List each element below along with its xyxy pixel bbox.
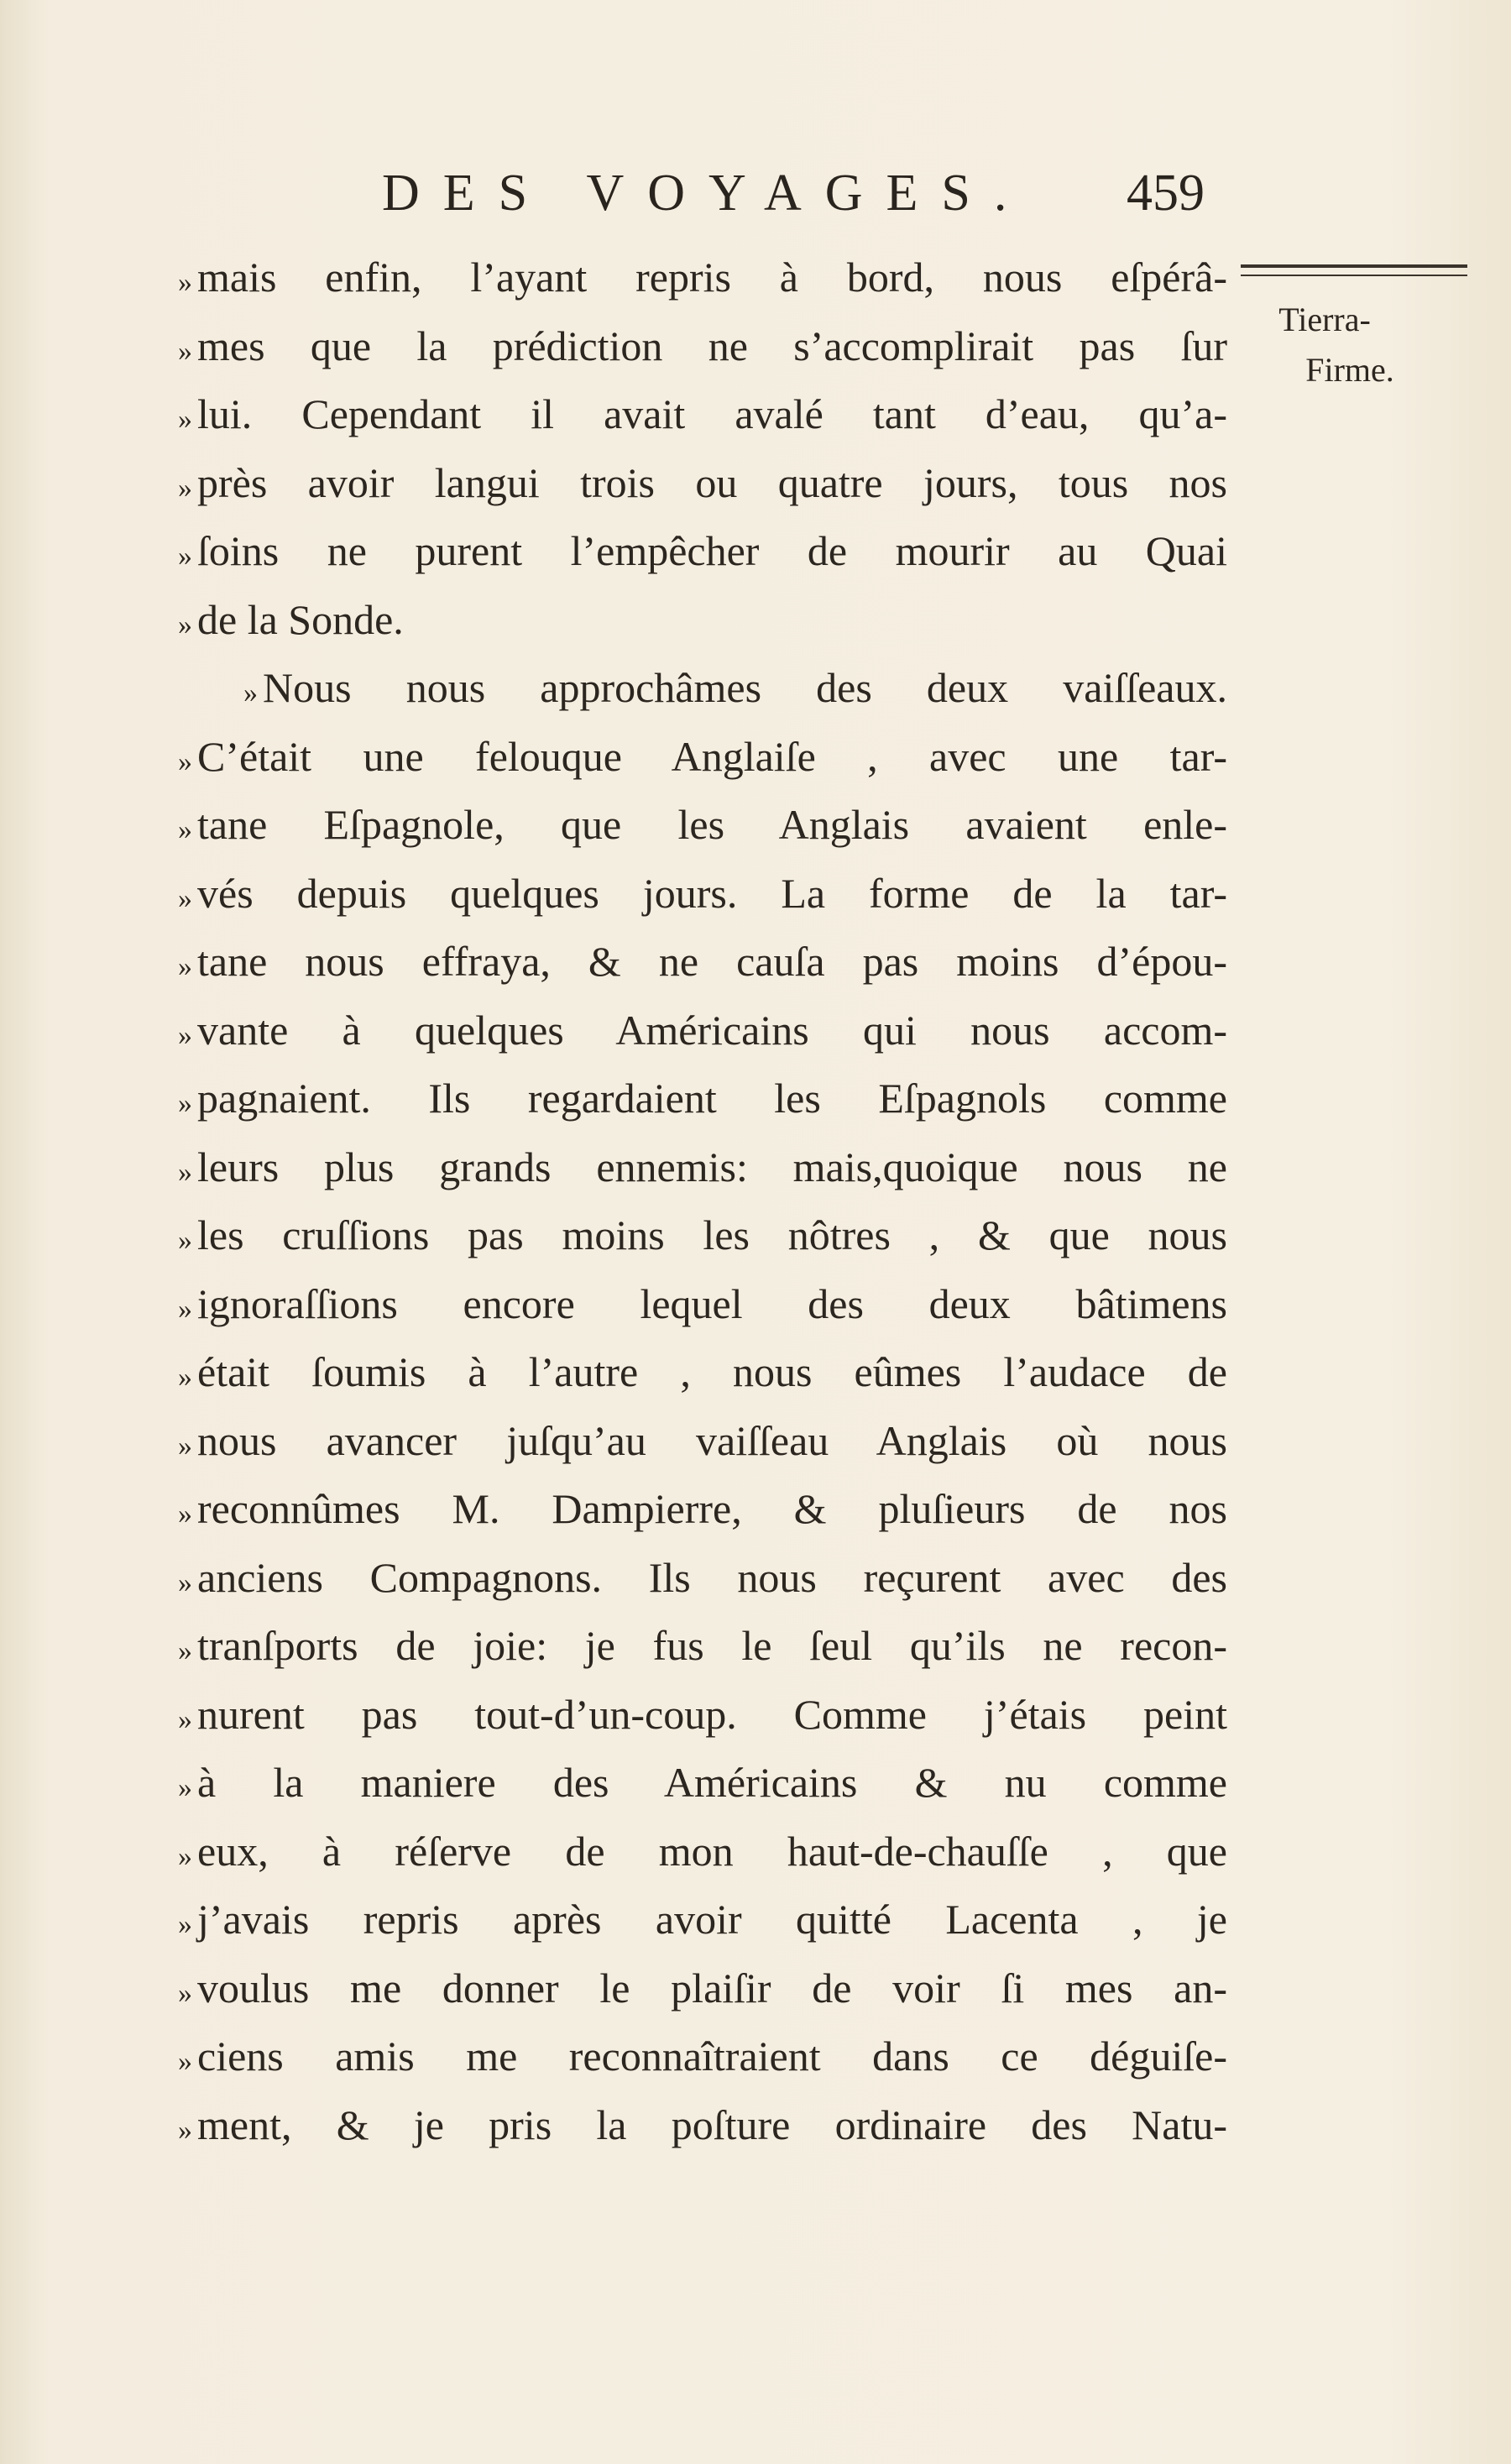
- text-line: [178, 1818, 1227, 1886]
- body-text: [178, 243, 1227, 2159]
- line-text: eux, à réſerve de mon haut-de-chauſſe , que: [197, 1827, 1227, 1875]
- line-text: près avoir langui trois ou quatre jours, tous nos: [197, 458, 1227, 506]
- margin-note: [1241, 264, 1484, 395]
- quote-mark: »: [178, 609, 192, 641]
- line-text: de la Sonde.: [197, 595, 404, 643]
- line-text: était ſoumis à l’autre , nous eûmes l’audace de: [197, 1348, 1227, 1395]
- line-text: C’était une felouque Anglaiſe , avec une tar-: [197, 732, 1227, 780]
- text-line: [178, 1886, 1227, 1954]
- quote-mark: »: [178, 267, 192, 298]
- text-line: [178, 312, 1227, 381]
- text-line: [178, 2091, 1227, 2160]
- quote-mark: »: [178, 1840, 192, 1872]
- text-line: [178, 449, 1227, 518]
- line-text: nous avancer juſqu’au vaiſſeau Anglais où nous: [197, 1416, 1227, 1464]
- quote-mark: »: [178, 951, 192, 982]
- line-text: ciens amis me reconnaîtraient dans ce déguiſe-: [197, 2032, 1227, 2079]
- line-text: j’avais repris après avoir quitté Lacenta , je: [197, 1896, 1227, 1943]
- quote-mark: »: [178, 1088, 192, 1119]
- line-text: ment, & je pris la poſture ordinaire des Natu-: [197, 2100, 1227, 2148]
- text-line: [178, 517, 1227, 586]
- line-text: ignoraſſions encore lequel des deux bâtimens: [197, 1279, 1227, 1327]
- line-text: tranſports de joie: je fus le ſeul qu’ils ne recon-: [197, 1622, 1227, 1669]
- quote-mark: »: [178, 1156, 192, 1188]
- line-text: reconnûmes M. Dampierre, & pluſieurs de nos: [197, 1485, 1227, 1532]
- text-line: [178, 860, 1227, 929]
- margin-rule: [1241, 264, 1467, 276]
- text-line: [178, 1270, 1227, 1339]
- text-line: [178, 1681, 1227, 1750]
- quote-mark: »: [178, 472, 192, 504]
- text-line: [178, 1749, 1227, 1818]
- text-line: [178, 1201, 1227, 1270]
- quote-mark: »: [178, 1293, 192, 1325]
- line-text: mais enfin, l’ayant repris à bord, nous eſpérâ-: [197, 254, 1227, 301]
- text-line: [178, 928, 1227, 997]
- text-line: [178, 1544, 1227, 1613]
- line-text: leurs plus grands ennemis: mais,quoique nous ne: [197, 1143, 1227, 1190]
- page-number: 459: [1127, 165, 1205, 222]
- text-line: [178, 723, 1227, 792]
- text-line: [178, 2022, 1227, 2091]
- quote-mark: »: [178, 882, 192, 914]
- quote-mark: »: [178, 1225, 192, 1256]
- text-line: [178, 997, 1227, 1065]
- quote-mark: »: [178, 2046, 192, 2077]
- text-line: [178, 243, 1227, 312]
- quote-mark: »: [178, 1567, 192, 1598]
- line-text: pagnaient. Ils regardaient les Eſpagnols comme: [197, 1075, 1227, 1122]
- line-text: ſoins ne purent l’empêcher de mourir au Quai: [197, 527, 1227, 574]
- line-text: Nous nous approchâmes des deux vaiſſeaux.: [263, 664, 1227, 711]
- line-text: voulus me donner le plaiſir de voir ſi mes an-: [197, 1964, 1227, 2011]
- margin-note-line-1: Tierra-: [1278, 301, 1371, 338]
- line-text: mes que la prédiction ne s’accomplirait pas ſur: [197, 322, 1227, 369]
- quote-mark: »: [178, 1772, 192, 1803]
- quote-mark: »: [178, 1499, 192, 1530]
- quote-mark: »: [178, 814, 192, 845]
- quote-mark: »: [178, 1703, 192, 1735]
- text-line: [178, 1133, 1227, 1202]
- quote-mark: »: [178, 404, 192, 435]
- line-text: lui. Cependant il avait avalé tant d’eau, qu’a-: [197, 390, 1227, 437]
- margin-note-line-2: Firme.: [1305, 351, 1394, 389]
- line-text: à la maniere des Américains & nu comme: [197, 1759, 1227, 1806]
- text-line: [178, 1612, 1227, 1681]
- text-line: [178, 654, 1227, 723]
- line-text: les cruſſions pas moins les nôtres , & que nous: [197, 1211, 1227, 1258]
- quote-mark: »: [178, 1909, 192, 1940]
- line-text: vés depuis quelques jours. La forme de la tar-: [197, 869, 1227, 917]
- text-line: [178, 380, 1227, 449]
- text-line: [178, 1065, 1227, 1133]
- quote-mark: »: [243, 677, 258, 709]
- quote-mark: »: [178, 1635, 192, 1666]
- text-line: [178, 1407, 1227, 1476]
- line-text: anciens Compagnons. Ils nous reçurent avec des: [197, 1553, 1227, 1601]
- quote-mark: »: [178, 541, 192, 572]
- text-line: [178, 1475, 1227, 1544]
- quote-mark: »: [178, 745, 192, 777]
- line-text: tane nous effraya, & ne cauſa pas moins d’épou-: [197, 938, 1227, 985]
- line-text: tane Eſpagnole, que les Anglais avaient enle-: [197, 801, 1227, 848]
- quote-mark: »: [178, 335, 192, 367]
- quote-mark: »: [178, 1362, 192, 1393]
- line-text: vante à quelques Américains qui nous accom-: [197, 1006, 1227, 1054]
- quote-mark: »: [178, 1019, 192, 1051]
- quote-mark: »: [178, 1977, 192, 2009]
- text-line: [178, 1338, 1227, 1407]
- line-text: nurent pas tout-d’un-coup. Comme j’étais peint: [197, 1690, 1227, 1738]
- quote-mark: »: [178, 2114, 192, 2146]
- text-line: [178, 586, 1227, 655]
- text-line: [178, 1954, 1227, 2023]
- page-header: [382, 164, 1205, 231]
- quote-mark: »: [178, 1430, 192, 1462]
- text-line: [178, 791, 1227, 860]
- running-head: DES VOYAGES.: [382, 165, 1031, 222]
